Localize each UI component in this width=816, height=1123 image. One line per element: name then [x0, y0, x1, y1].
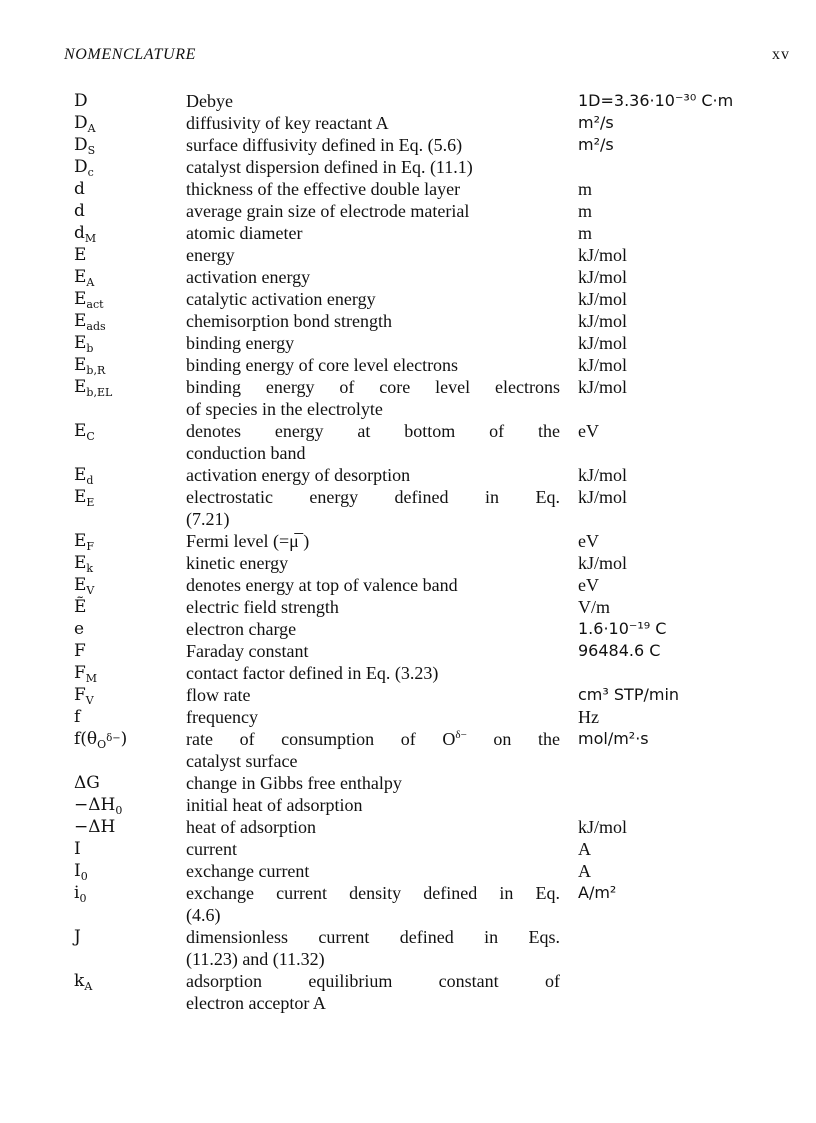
entry-symbol: d	[74, 201, 85, 221]
entry-unit: kJ/mol	[578, 267, 628, 287]
page-number: xv	[772, 46, 790, 63]
entry-description-line: dimensionless current defined in Eqs.	[186, 927, 560, 947]
nomenclature-entry	[0, 772, 816, 794]
entry-unit: V/m	[578, 597, 611, 617]
entry-description	[186, 728, 560, 772]
nomenclature-entry	[0, 266, 816, 288]
entry-description-line: electrostatic energy defined in Eq.	[186, 487, 560, 507]
entry-description-line: change in Gibbs free enthalpy	[186, 773, 402, 793]
entry-symbol: $E_E$	[74, 487, 95, 509]
entry-unit: A	[578, 861, 591, 881]
entry-unit: 1.6·10⁻¹⁹ C	[578, 619, 667, 638]
entry-description-line: denotes energy at top of valence band	[186, 575, 458, 595]
entry-description	[186, 420, 560, 464]
entry-unit: m	[578, 201, 593, 221]
entry-symbol: $i_0$	[74, 883, 87, 905]
entry-description-line: current	[186, 839, 237, 859]
entry-description	[186, 816, 560, 838]
entry-description-line: chemisorption bond strength	[186, 311, 392, 331]
entry-symbol: $E_F$	[74, 531, 95, 553]
nomenclature-entry	[0, 134, 816, 156]
entry-description-line: diffusivity of key reactant A	[186, 113, 389, 133]
entry-description	[186, 178, 560, 200]
entry-description-line: adsorption equilibrium constant of	[186, 971, 560, 991]
entry-description	[186, 332, 560, 354]
nomenclature-entry	[0, 970, 816, 1014]
entry-symbol: F	[74, 641, 86, 661]
entry-symbol: d	[74, 179, 85, 199]
entry-description-line: exchange current	[186, 861, 310, 881]
nomenclature-entry	[0, 794, 816, 816]
entry-unit: 96484.6 C	[578, 641, 661, 660]
entry-unit: A/m²	[578, 883, 617, 902]
nomenclature-entry	[0, 376, 816, 420]
nomenclature-entry	[0, 332, 816, 354]
entry-symbol: $E_k$	[74, 553, 94, 575]
nomenclature-entry	[0, 574, 816, 596]
entry-symbol: $E_{ads}$	[74, 311, 106, 333]
entry-symbol: e	[74, 619, 85, 639]
entry-description-line: heat of adsorption	[186, 817, 316, 837]
nomenclature-list	[0, 90, 816, 1014]
entry-description-line: electric field strength	[186, 597, 339, 617]
entry-description-line: (7.21)	[186, 509, 230, 529]
nomenclature-entry	[0, 244, 816, 266]
entry-description	[186, 244, 560, 266]
entry-symbol: $E_{act}$	[74, 289, 104, 311]
entry-description-line: average grain size of electrode material	[186, 201, 470, 221]
entry-description	[186, 134, 560, 156]
entry-description	[186, 288, 560, 310]
entry-description-line: frequency	[186, 707, 258, 727]
entry-unit: eV	[578, 531, 599, 551]
entry-description-line: conduction band	[186, 443, 306, 463]
nomenclature-entry	[0, 728, 816, 772]
entry-symbol: E	[74, 245, 87, 265]
entry-description-line: activation energy of desorption	[186, 465, 411, 485]
entry-description-line: exchange current density defined in Eq.	[186, 883, 560, 903]
entry-description-line: rate of consumption of $O^{\delta-}$ on the	[186, 729, 560, 749]
entry-description	[186, 266, 560, 288]
entry-description	[186, 926, 560, 970]
nomenclature-entry	[0, 926, 816, 970]
entry-description	[186, 618, 560, 640]
entry-symbol: $-\Delta H_0$	[74, 795, 123, 817]
entry-description-line: Faraday constant	[186, 641, 309, 661]
entry-description	[186, 530, 560, 552]
nomenclature-entry	[0, 706, 816, 728]
nomenclature-entry	[0, 662, 816, 684]
entry-symbol: $d_M$	[74, 223, 97, 245]
entry-description-line: kinetic energy	[186, 553, 289, 573]
entry-description	[186, 200, 560, 222]
entry-description	[186, 706, 560, 728]
entry-symbol: $E_{b,EL}$	[74, 377, 113, 399]
entry-symbol: −ΔH	[74, 817, 116, 837]
entry-unit: kJ/mol	[578, 289, 628, 309]
nomenclature-entry	[0, 200, 816, 222]
nomenclature-entry	[0, 112, 816, 134]
entry-description-line: energy	[186, 245, 235, 265]
entry-unit: kJ/mol	[578, 245, 628, 265]
entry-unit: Hz	[578, 707, 599, 727]
entry-description	[186, 464, 560, 486]
nomenclature-entry	[0, 618, 816, 640]
entry-description	[186, 112, 560, 134]
nomenclature-entry	[0, 156, 816, 178]
entry-unit: m	[578, 223, 593, 243]
entry-description-line: electron charge	[186, 619, 297, 639]
entry-description	[186, 640, 560, 662]
entry-symbol: $E_C$	[74, 421, 95, 443]
entry-description	[186, 882, 560, 926]
entry-symbol: f	[74, 707, 81, 727]
entry-unit: kJ/mol	[578, 487, 628, 507]
entry-symbol: $E_b$	[74, 333, 94, 355]
entry-description-line: surface diffusivity defined in Eq. (5.6)	[186, 135, 463, 155]
entry-unit: eV	[578, 575, 599, 595]
entry-unit: kJ/mol	[578, 333, 628, 353]
nomenclature-entry	[0, 640, 816, 662]
entry-symbol: ΔG	[74, 773, 100, 793]
entry-description-line: flow rate	[186, 685, 251, 705]
nomenclature-entry	[0, 354, 816, 376]
entry-description-line: binding energy of core level electrons	[186, 377, 560, 397]
nomenclature-entry	[0, 464, 816, 486]
entry-description-line: contact factor defined in Eq. (3.23)	[186, 663, 439, 683]
entry-description-line: (4.6)	[186, 905, 221, 925]
entry-symbol: J	[74, 927, 81, 947]
nomenclature-entry	[0, 816, 816, 838]
entry-symbol: $F_V$	[74, 685, 94, 707]
entry-description-line: catalyst dispersion defined in Eq. (11.1)	[186, 157, 473, 177]
entry-description-line: Debye	[186, 91, 233, 111]
entry-unit: 1D=3.36·10⁻³⁰ C·m	[578, 91, 734, 110]
entry-symbol: $E_V$	[74, 575, 95, 597]
entry-unit: m²/s	[578, 113, 614, 132]
entry-symbol: $k_A$	[74, 971, 93, 993]
entry-description-line: initial heat of adsorption	[186, 795, 363, 815]
entry-description	[186, 486, 560, 530]
entry-description-line: atomic diameter	[186, 223, 303, 243]
entry-unit: eV	[578, 421, 599, 441]
nomenclature-entry	[0, 860, 816, 882]
nomenclature-entry	[0, 178, 816, 200]
entry-description-line: thickness of the effective double layer	[186, 179, 461, 199]
entry-symbol: $F_M$	[74, 663, 98, 685]
page-header	[64, 46, 790, 70]
entry-unit: cm³ STP/min	[578, 685, 680, 704]
nomenclature-entry	[0, 420, 816, 464]
nomenclature-entry	[0, 486, 816, 530]
entry-description-line: Fermi level (=μ̅ )	[186, 531, 310, 551]
entry-description	[186, 156, 560, 178]
running-title: NOMENCLATURE	[64, 46, 196, 63]
entry-description	[186, 222, 560, 244]
nomenclature-entry	[0, 596, 816, 618]
entry-symbol: $E_{b,R}$	[74, 355, 106, 377]
entry-description	[186, 354, 560, 376]
entry-description-line: electron acceptor A	[186, 993, 326, 1013]
nomenclature-entry	[0, 684, 816, 706]
entry-unit: kJ/mol	[578, 817, 628, 837]
nomenclature-entry	[0, 530, 816, 552]
entry-symbol: $f(\theta_{O^{\delta-}})$	[74, 729, 128, 751]
entry-unit: kJ/mol	[578, 355, 628, 375]
entry-description	[186, 970, 560, 1014]
entry-symbol: $E_d$	[74, 465, 94, 487]
entry-description-line: (11.23) and (11.32)	[186, 949, 325, 969]
entry-description	[186, 772, 560, 794]
entry-description	[186, 574, 560, 596]
entry-symbol: $D_A$	[74, 113, 96, 135]
nomenclature-entry	[0, 288, 816, 310]
entry-symbol: I	[74, 839, 81, 859]
entry-symbol: $D_S$	[74, 135, 96, 157]
nomenclature-entry	[0, 222, 816, 244]
nomenclature-entry	[0, 838, 816, 860]
entry-unit: kJ/mol	[578, 311, 628, 331]
entry-description	[186, 552, 560, 574]
entry-description	[186, 860, 560, 882]
entry-unit: kJ/mol	[578, 553, 628, 573]
nomenclature-entry	[0, 310, 816, 332]
nomenclature-entry	[0, 882, 816, 926]
entry-unit: m²/s	[578, 135, 614, 154]
entry-description-line: activation energy	[186, 267, 311, 287]
entry-symbol: $D_c$	[74, 157, 94, 179]
nomenclature-entry	[0, 552, 816, 574]
entry-description-line: catalyst surface	[186, 751, 298, 771]
entry-description	[186, 794, 560, 816]
entry-description-line: catalytic activation energy	[186, 289, 376, 309]
entry-unit: kJ/mol	[578, 465, 628, 485]
entry-unit: kJ/mol	[578, 377, 628, 397]
entry-description-line: binding energy	[186, 333, 295, 353]
entry-description	[186, 90, 560, 112]
entry-description	[186, 662, 560, 684]
entry-unit: mol/m²·s	[578, 729, 649, 748]
entry-unit: m	[578, 179, 593, 199]
nomenclature-entry	[0, 90, 816, 112]
entry-symbol: D	[74, 91, 88, 111]
entry-description	[186, 376, 560, 420]
entry-description-line: denotes energy at bottom of the	[186, 421, 560, 441]
entry-description	[186, 684, 560, 706]
entry-symbol: Ẽ	[74, 597, 87, 617]
entry-description	[186, 838, 560, 860]
entry-symbol: $I_0$	[74, 861, 88, 883]
entry-symbol: $E_A$	[74, 267, 95, 289]
entry-unit: A	[578, 839, 591, 859]
entry-description-line: of species in the electrolyte	[186, 399, 383, 419]
entry-description	[186, 596, 560, 618]
entry-description-line: binding energy of core level electrons	[186, 355, 459, 375]
entry-description	[186, 310, 560, 332]
